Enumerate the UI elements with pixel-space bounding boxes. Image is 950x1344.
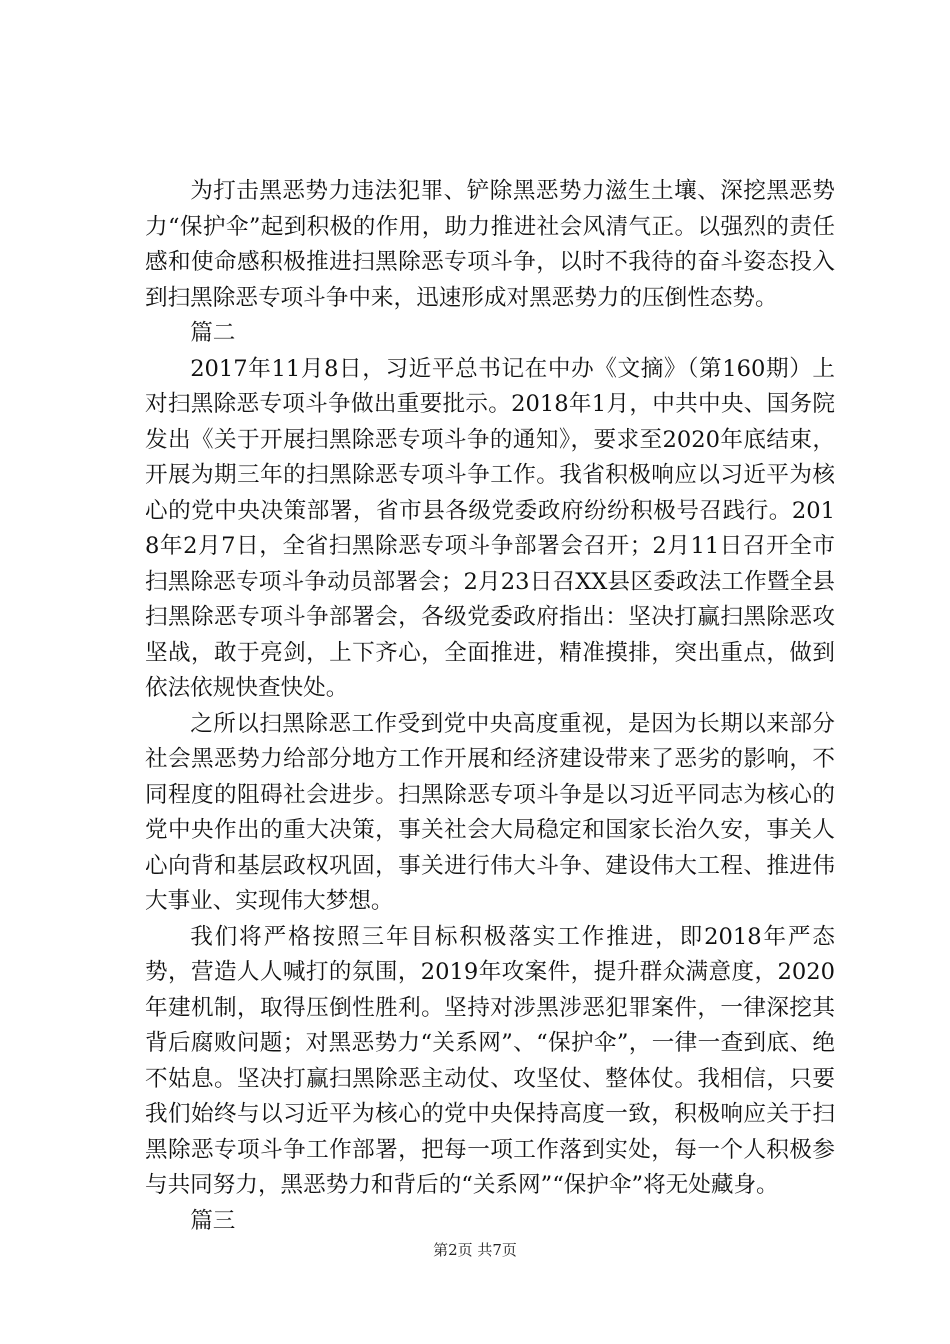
section-heading-2: 篇二 <box>190 320 236 346</box>
paragraph-2: 2017年11月8日，习近平总书记在中办《文摘》（第160期）上对扫黑除恶专项斗争做出重要批示。2018年1月，中共中央、国务院发出《关于开展扫黑除恶专项斗争的通知》，要求至2020年底结束，开展为期三年的扫黑除恶专项斗争工作。我省积极响应以习近平为核心的党中央决策部署，省市县各级党委政府纷纷积极号召践行。2018年2月7日，全省扫黑除恶专项斗争部署会召开；2月11日召开全市扫黑除恶专项斗争动员部署会；2月23日召XX县区委政法工作暨全县扫黑除恶专项斗争部署会，各级党委政府指出：坚决打赢扫黑除恶攻坚战，敢于亮剑，上下齐心，全面推进，精准摸排，突出重点，做到依法依规快查快处。 <box>145 355 835 701</box>
document-body <box>145 174 835 1239</box>
paragraph-1: 为打击黑恶势力违法犯罪、铲除黑恶势力滋生土壤、深挖黑恶势力“保护伞”起到积极的作用，助力推进社会风清气正。以强烈的责任感和使命感积极推进扫黑除恶专项斗争，以时不我待的奋斗姿态投入到扫黑除恶专项斗争中来，迅速形成对黑恶势力的压倒性态势。 <box>145 178 835 311</box>
paragraph-3: 之所以扫黑除恶工作受到党中央高度重视，是因为长期以来部分社会黑恶势力给部分地方工作开展和经济建设带来了恶劣的影响，不同程度的阻碍社会进步。扫黑除恶专项斗争是以习近平同志为核心的党中央作出的重大决策，事关社会大局稳定和国家长治久安，事关人心向背和基层政权巩固，事关进行伟大斗争、建设伟大工程、推进伟大事业、实现伟大梦想。 <box>145 710 835 914</box>
page-footer: 第2页 共7页 <box>433 1241 517 1259</box>
paragraph-4: 我们将严格按照三年目标积极落实工作推进，即2018年严态势，营造人人喊打的氛围，2019年攻案件，提升群众满意度，2020年建机制，取得压倒性胜利。坚持对涉黑涉恶犯罪案件，一律深挖其背后腐败问题；对黑恶势力“关系网”、“保护伞”，一律一查到底、绝不姑息。坚决打赢扫黑除恶主动仗、攻坚仗、整体仗。我相信，只要我们始终与以习近平为核心的党中央保持高度一致，积极响应关于扫黑除恶专项斗争工作部署，把每一项工作落到实处，每一个人积极参与共同努力，黑恶势力和背后的“关系网”“保护伞”将无处藏身。 <box>145 923 835 1198</box>
section-heading-3: 篇三 <box>190 1207 236 1234</box>
